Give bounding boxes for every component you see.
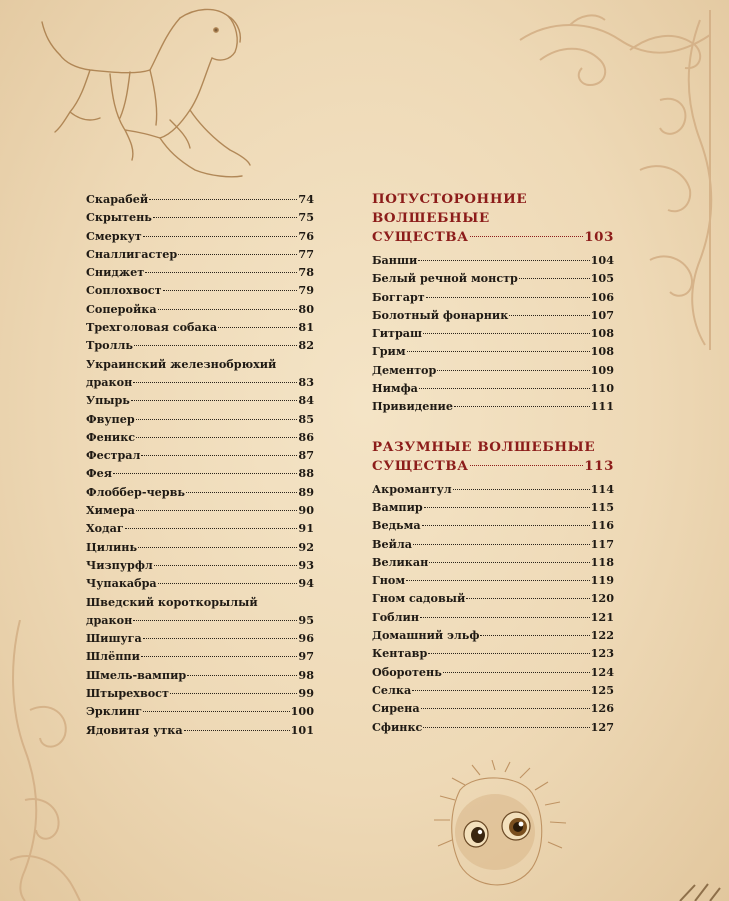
fluffy-puffskein-creature-icon xyxy=(420,760,570,901)
toc-entry-title: Соперойка xyxy=(86,301,157,316)
dot-leader xyxy=(423,333,590,334)
toc-entry-page-number: 94 xyxy=(298,576,314,591)
toc-entry[interactable] xyxy=(86,464,314,482)
dot-leader xyxy=(154,565,298,566)
dot-leader xyxy=(480,635,589,636)
dot-leader xyxy=(131,400,298,401)
dot-leader xyxy=(419,388,590,389)
toc-entry-title: Дементор xyxy=(372,362,437,377)
toc-entry[interactable] xyxy=(86,318,314,336)
toc-entry-title: Чупакабра xyxy=(86,576,157,591)
dot-leader xyxy=(426,297,590,298)
dot-leader xyxy=(454,406,590,407)
toc-left-column xyxy=(86,190,314,739)
toc-entry[interactable] xyxy=(372,681,614,699)
dot-leader xyxy=(163,290,298,291)
toc-entry-title: Чизпурфл xyxy=(86,557,153,572)
toc-entry[interactable] xyxy=(372,608,614,626)
toc-entry-title: Сирена xyxy=(372,701,420,716)
toc-entry[interactable] xyxy=(372,571,614,589)
toc-entry-page-number: 109 xyxy=(590,362,614,377)
toc-entry-page-number: 97 xyxy=(298,649,314,664)
toc-entry[interactable] xyxy=(372,269,614,287)
toc-entry[interactable] xyxy=(86,373,314,391)
toc-entry[interactable] xyxy=(86,208,314,226)
toc-entry-page-number: 107 xyxy=(590,307,614,322)
toc-entry-page-number: 115 xyxy=(590,499,614,514)
toc-entry-page-number: 108 xyxy=(590,326,614,341)
dot-leader xyxy=(412,690,589,691)
toc-entry[interactable] xyxy=(372,251,614,269)
toc-entry[interactable] xyxy=(372,553,614,571)
toc-entry-page-number: 84 xyxy=(298,393,314,408)
toc-entry-title: Кентавр xyxy=(372,646,428,661)
toc-entry-page-number: 79 xyxy=(298,283,314,298)
dot-leader xyxy=(113,473,297,474)
dot-leader xyxy=(187,675,297,676)
toc-entry-title: СУЩЕСТВА xyxy=(372,229,469,245)
toc-entry[interactable] xyxy=(372,342,614,360)
toc-entry-title: Акромантул xyxy=(372,481,452,496)
dot-leader xyxy=(125,528,298,529)
toc-entry-page-number: 117 xyxy=(590,536,614,551)
section-heading-line: ПОТУСТОРОННИЕ xyxy=(372,191,528,207)
toc-entry-page-number: 120 xyxy=(590,591,614,606)
toc-entry-page-number: 100 xyxy=(290,704,314,719)
borzoi-dog-sketch-icon xyxy=(30,0,260,190)
dot-leader xyxy=(149,199,297,200)
toc-entry-title: Фея xyxy=(86,466,112,481)
toc-entry-title: Сналлигастер xyxy=(86,246,178,261)
toc-entry[interactable] xyxy=(86,647,314,665)
toc-entry[interactable] xyxy=(86,446,314,464)
dot-leader xyxy=(466,598,589,599)
dot-leader xyxy=(158,309,298,310)
toc-entry[interactable] xyxy=(372,288,614,306)
toc-entry-page-number: 118 xyxy=(590,554,614,569)
toc-entry-page-number: 106 xyxy=(590,289,614,304)
toc-entry-page-number: 124 xyxy=(590,664,614,679)
toc-entry-title: дракон xyxy=(86,374,133,389)
toc-entry-title: Соплохвост xyxy=(86,283,162,298)
dot-leader xyxy=(170,693,297,694)
dot-leader xyxy=(184,730,290,731)
toc-entry-title: Сфинкс xyxy=(372,719,423,734)
dot-leader xyxy=(134,345,297,346)
toc-entry-page-number: 78 xyxy=(298,265,314,280)
toc-entry-page-number: 90 xyxy=(298,503,314,518)
toc-entry[interactable] xyxy=(86,519,314,537)
toc-entry[interactable] xyxy=(86,391,314,409)
toc-entry[interactable] xyxy=(86,629,314,647)
toc-entry-title: Гоблин xyxy=(372,609,420,624)
toc-entry[interactable] xyxy=(372,626,614,644)
toc-entry-page-number: 104 xyxy=(590,253,614,267)
dot-leader xyxy=(145,272,297,273)
dot-leader xyxy=(418,260,589,261)
toc-entry[interactable] xyxy=(86,410,314,428)
dot-leader xyxy=(420,617,590,618)
toc-entry-title: Шишуга xyxy=(86,631,142,646)
toc-entry-page-number: 125 xyxy=(590,682,614,697)
toc-entry-page-number: 96 xyxy=(298,631,314,646)
dot-leader xyxy=(136,437,297,438)
toc-entry[interactable] xyxy=(86,227,314,245)
toc-entry-title: Феникс xyxy=(86,429,136,444)
dot-leader xyxy=(413,544,590,545)
toc-entry-page-number: 85 xyxy=(298,411,314,426)
toc-entry[interactable] xyxy=(372,306,614,324)
toc-entry-title-line: Украинский железнобрюхий xyxy=(86,356,277,371)
toc-entry-title: Банши xyxy=(372,253,418,267)
toc-entry-title: Селка xyxy=(372,682,412,697)
toc-entry-title: Великан xyxy=(372,554,429,569)
toc-entry[interactable] xyxy=(372,516,614,534)
toc-entry-title: Цилинь xyxy=(86,539,138,554)
toc-entry[interactable] xyxy=(372,324,614,342)
dot-leader xyxy=(407,351,590,352)
toc-entry[interactable] xyxy=(86,190,314,208)
toc-entry-page-number: 77 xyxy=(298,246,314,261)
dot-leader xyxy=(143,236,298,237)
toc-entry-title: Трехголовая собака xyxy=(86,320,218,335)
dot-leader xyxy=(470,465,584,466)
dot-leader xyxy=(158,583,298,584)
dot-leader xyxy=(133,620,297,621)
toc-entry-title: Флоббер-червь xyxy=(86,484,185,499)
section-heading-line: РАЗУМНЫЕ ВОЛШЕБНЫЕ xyxy=(372,438,596,455)
toc-entry[interactable] xyxy=(372,699,614,717)
dot-leader xyxy=(453,489,590,490)
dot-leader xyxy=(423,727,589,728)
toc-entry-page-number: 114 xyxy=(590,481,614,496)
toc-entry-page-number: 82 xyxy=(298,338,314,353)
toc-entry[interactable] xyxy=(86,300,314,318)
toc-entry[interactable] xyxy=(372,397,614,415)
toc-entry-title: Эрклинг xyxy=(86,704,143,719)
dot-leader xyxy=(421,708,590,709)
toc-entry[interactable] xyxy=(86,501,314,519)
toc-entry-title: Ведьма xyxy=(372,518,421,533)
toc-entry-page-number: 89 xyxy=(298,484,314,499)
toc-entry-title: Шмель-вампир xyxy=(86,667,187,682)
toc-entry[interactable] xyxy=(86,538,314,556)
dot-leader xyxy=(422,525,590,526)
section-heading-line: ВОЛШЕБНЫЕ xyxy=(372,210,490,226)
dot-leader xyxy=(136,419,298,420)
dot-leader xyxy=(141,656,298,657)
toc-entry[interactable] xyxy=(86,428,314,446)
toc-entry-page-number: 95 xyxy=(298,612,314,627)
toc-entry-page-number: 83 xyxy=(298,374,314,389)
dot-leader xyxy=(138,547,297,548)
toc-entry-page-number: 110 xyxy=(590,381,614,396)
toc-entry-title: дракон xyxy=(86,612,133,627)
toc-entry-page-number: 119 xyxy=(590,573,614,588)
toc-entry-page-number: 76 xyxy=(298,228,314,243)
toc-entry-page-number: 86 xyxy=(298,429,314,444)
toc-entry-title: СУЩЕСТВА xyxy=(372,457,469,474)
toc-entry-title: Белый речной монстр xyxy=(372,271,518,286)
dot-leader xyxy=(519,278,590,279)
dot-leader xyxy=(428,653,589,654)
toc-entry-title: Ходаг xyxy=(86,521,124,536)
section-heading[interactable] xyxy=(372,438,614,476)
dot-leader xyxy=(443,672,590,673)
toc-entry[interactable] xyxy=(372,457,614,476)
dot-leader xyxy=(509,315,589,316)
toc-entry-title: Скарабей xyxy=(86,192,149,206)
toc-entry-page-number: 116 xyxy=(590,518,614,533)
toc-entry-page-number: 123 xyxy=(590,646,614,661)
toc-entry-page-number: 88 xyxy=(298,466,314,481)
dot-leader xyxy=(133,382,297,383)
toc-entry-page-number: 103 xyxy=(584,229,614,245)
toc-entry[interactable] xyxy=(86,666,314,684)
toc-entry-page-number: 105 xyxy=(590,271,614,286)
toc-entry-page-number: 122 xyxy=(590,628,614,643)
dot-leader xyxy=(143,711,290,712)
toc-entry-title: Сниджет xyxy=(86,265,145,280)
toc-entry-page-number: 80 xyxy=(298,301,314,316)
toc-entry[interactable] xyxy=(86,336,314,354)
toc-entry[interactable] xyxy=(86,245,314,263)
toc-entry[interactable] xyxy=(86,556,314,574)
toc-entry-title: Болотный фонарник xyxy=(372,307,509,322)
toc-entry-page-number: 98 xyxy=(298,667,314,682)
toc-entry-page-number: 92 xyxy=(298,539,314,554)
toc-entry[interactable] xyxy=(86,574,314,592)
toc-entry[interactable] xyxy=(372,480,614,498)
toc-entry[interactable] xyxy=(372,589,614,607)
toc-entry[interactable] xyxy=(86,611,314,629)
dot-leader xyxy=(470,236,584,237)
toc-entry-title: Вейла xyxy=(372,536,413,551)
toc-entry-page-number: 91 xyxy=(298,521,314,536)
toc-entry-title: Упырь xyxy=(86,393,130,408)
toc-entry[interactable] xyxy=(86,721,314,739)
dot-leader xyxy=(143,638,298,639)
toc-entry-title: Привидение xyxy=(372,399,453,414)
toc-entry-title-line: Шведский короткорылый xyxy=(86,594,258,609)
toc-entry-page-number: 121 xyxy=(590,609,614,624)
dot-leader xyxy=(429,562,589,563)
toc-entry-title: Фвупер xyxy=(86,411,135,426)
dot-leader xyxy=(141,455,297,456)
toc-entry[interactable] xyxy=(372,644,614,662)
toc-entry[interactable] xyxy=(372,228,614,247)
section-entries xyxy=(372,480,614,736)
flourish-ornament-icon xyxy=(640,840,729,901)
toc-entry-title: Шлёппи xyxy=(86,649,140,664)
toc-entry-page-number: 81 xyxy=(298,320,314,335)
dot-leader xyxy=(153,217,298,218)
toc-entry[interactable] xyxy=(86,281,314,299)
dot-leader xyxy=(437,370,589,371)
toc-entry-page-number: 101 xyxy=(290,722,314,737)
toc-entry[interactable] xyxy=(372,379,614,397)
toc-entry-page-number: 93 xyxy=(298,557,314,572)
toc-entry-title: Гном садовый xyxy=(372,591,466,606)
toc-entry-page-number: 108 xyxy=(590,344,614,359)
toc-entry[interactable] xyxy=(86,684,314,702)
toc-entry-title: Ядовитая утка xyxy=(86,722,183,737)
toc-entry-title: Домашний эльф xyxy=(372,628,480,643)
toc-entry-page-number: 113 xyxy=(584,457,614,474)
toc-entry-title: Вампир xyxy=(372,499,423,514)
dot-leader xyxy=(136,510,298,511)
toc-entry-title: Гитраш xyxy=(372,326,423,341)
section-entries xyxy=(372,251,614,416)
toc-entry-title: Смеркут xyxy=(86,228,142,243)
toc-entry[interactable] xyxy=(86,483,314,501)
toc-entry-title: Боггарт xyxy=(372,289,425,304)
dot-leader xyxy=(218,327,297,328)
toc-entry-title: Гном xyxy=(372,573,406,588)
toc-entry-page-number: 99 xyxy=(298,686,314,701)
toc-entry-page-number: 75 xyxy=(298,210,314,225)
toc-entry[interactable] xyxy=(372,361,614,379)
dot-leader xyxy=(186,492,297,493)
flourish-ornament-icon xyxy=(0,620,90,901)
toc-entry-page-number: 87 xyxy=(298,448,314,463)
toc-entry-title: Скрытень xyxy=(86,210,152,225)
section-heading[interactable] xyxy=(372,190,614,247)
toc-entry[interactable] xyxy=(372,535,614,553)
toc-entry-title: Химера xyxy=(86,503,135,518)
toc-entry-title: Тролль xyxy=(86,338,133,353)
toc-entry-title: Фестрал xyxy=(86,448,141,463)
toc-entry[interactable] xyxy=(372,498,614,516)
toc-entry[interactable] xyxy=(86,263,314,281)
toc-entry-page-number: 127 xyxy=(590,719,614,734)
toc-entry-title: Штырехвост xyxy=(86,686,169,701)
toc-entry-title: Нимфа xyxy=(372,381,418,396)
toc-entry[interactable] xyxy=(372,663,614,681)
dot-leader xyxy=(406,580,590,581)
toc-right-column xyxy=(372,190,614,736)
dot-leader xyxy=(178,254,297,255)
toc-entry[interactable] xyxy=(86,702,314,720)
toc-entry-page-number: 74 xyxy=(298,192,314,206)
toc-entry-page-number: 126 xyxy=(590,701,614,716)
toc-entry-title: Оборотень xyxy=(372,664,442,679)
toc-entry-page-number: 111 xyxy=(590,399,614,414)
toc-entry[interactable] xyxy=(372,718,614,736)
toc-entry-title: Грим xyxy=(372,344,406,359)
dot-leader xyxy=(424,507,590,508)
